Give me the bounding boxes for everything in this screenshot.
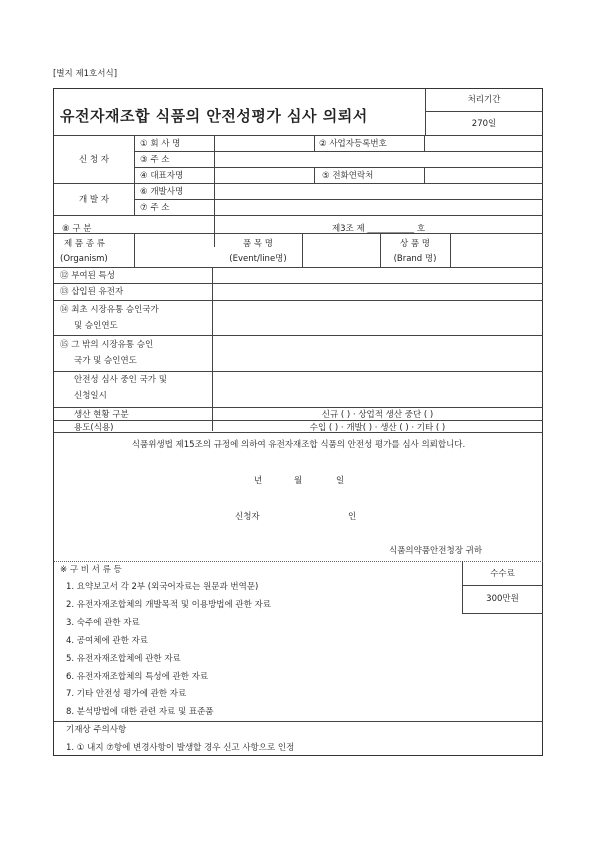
- inserted-gene-label: ⑬ 삽입된 유전자: [60, 287, 124, 297]
- notes-header: 기재상 주의사항: [66, 725, 127, 735]
- processing-period-label: 처리기간: [467, 95, 501, 105]
- product-type-field[interactable]: [136, 234, 212, 266]
- brand-name-label: 상 품 명: [399, 239, 431, 249]
- developer-address-field[interactable]: [216, 200, 542, 214]
- developer-address-label: ⑦ 주 소: [140, 203, 170, 213]
- applicant-group-label: 신 청 자: [78, 155, 110, 165]
- business-number-label: ② 사업자등록번호: [319, 139, 387, 149]
- item-name-field[interactable]: [304, 234, 378, 266]
- product-type-label: 제 품 종 류: [64, 239, 105, 249]
- required-documents-header: ※ 구 비 서 류 등: [60, 565, 122, 575]
- under-review-label: 안전성 심사 중인 국가 및: [74, 375, 167, 385]
- business-number-field[interactable]: [426, 136, 542, 150]
- company-name-label: ① 회 사 명: [140, 139, 181, 149]
- document-item-8: 8. 분석방법에 대한 관련 자료 및 표준품: [66, 707, 214, 717]
- document-item-6: 6. 유전자재조합체의 특성에 관한 자료: [66, 672, 209, 682]
- brand-name-field[interactable]: [452, 234, 542, 266]
- first-approval-label: ⑭ 최초 시장유통 승인국가: [60, 305, 159, 315]
- category-label: ⑧ 구 분: [62, 224, 92, 234]
- company-name-field[interactable]: [216, 136, 314, 150]
- item-name-sublabel: (Event/line명): [229, 254, 287, 264]
- category-value[interactable]: 제3조 제 ___________ 호: [331, 224, 426, 234]
- application-form: [53, 88, 543, 756]
- document-item-2: 2. 유전자재조합체의 개발목적 및 이용방법에 관한 자료: [66, 600, 271, 610]
- form-title: 유전자재조합 식품의 안전성평가 심사 의뢰서: [60, 107, 368, 125]
- brand-name-sublabel: (Brand 명): [393, 254, 437, 264]
- date-month[interactable]: 월: [294, 476, 303, 486]
- processing-period-value: 270일: [471, 119, 497, 129]
- trait-label: ⑫ 부여된 특성: [60, 271, 115, 281]
- other-approval-field[interactable]: [214, 336, 542, 370]
- ceo-name-field[interactable]: [216, 168, 314, 182]
- developer-name-label: ⑥ 개발사명: [140, 187, 184, 197]
- document-item-3: 3. 숙주에 관한 자료: [66, 618, 140, 628]
- trait-field[interactable]: [214, 268, 542, 282]
- first-approval-field[interactable]: [214, 301, 542, 334]
- under-review-field[interactable]: [214, 372, 542, 406]
- first-approval-sublabel: 및 승인연도: [74, 321, 118, 331]
- product-type-sublabel: (Organism): [60, 254, 108, 264]
- item-name-label: 품 목 명: [242, 239, 274, 249]
- applicant-signature-label: 신청자: [235, 512, 260, 522]
- phone-field[interactable]: [426, 168, 542, 182]
- other-approval-label: ⑮ 그 밖의 시장유통 승인: [60, 340, 154, 350]
- address-label: ③ 주 소: [140, 155, 170, 165]
- recipient: 식품의약품안전청장 귀하: [389, 546, 483, 556]
- developer-group-label: 개 발 자: [78, 195, 110, 205]
- date-day[interactable]: 일: [336, 476, 345, 486]
- developer-name-field[interactable]: [216, 184, 542, 198]
- seal-mark: 인: [348, 512, 357, 522]
- production-status-label: 생산 현황 구분: [74, 410, 129, 420]
- document-item-1: 1. 요약보고서 각 2부 (외국어자료는 원문과 번역문): [66, 582, 259, 592]
- applicant-address-field[interactable]: [216, 152, 542, 166]
- production-status-options[interactable]: 신규 ( ) · 상업적 생산 중단 ( ): [321, 410, 434, 420]
- fee-value: 300만원: [486, 594, 519, 604]
- other-approval-sublabel: 국가 및 승인연도: [74, 356, 137, 366]
- usage-label: 용도(식용): [74, 423, 114, 433]
- usage-options[interactable]: 수입 ( ) · 개발( ) · 생산 ( ) · 기타 ( ): [309, 423, 446, 433]
- document-item-7: 7. 기타 안전성 평가에 관한 자료: [66, 689, 187, 699]
- applicant-signature-field[interactable]: [274, 509, 344, 523]
- ceo-name-label: ④ 대표자명: [140, 171, 184, 181]
- phone-label: ⑤ 전화연락처: [322, 171, 374, 181]
- request-statement: 식품위생법 제15조의 규정에 의하여 유전자재조합 식품의 안전성 평가를 심사 의뢰합니다.: [131, 440, 466, 450]
- notes-item-1: 1. ① 내지 ⑦항에 변경사항이 발생할 경우 신고 사항으로 인정: [66, 743, 295, 753]
- document-item-4: 4. 공여체에 관한 자료: [66, 636, 148, 646]
- inserted-gene-field[interactable]: [214, 284, 542, 298]
- form-number-label: [별지 제1호서식]: [53, 69, 118, 79]
- date-year[interactable]: 년: [254, 476, 263, 486]
- under-review-sublabel: 신청일시: [74, 391, 107, 401]
- document-item-5: 5. 유전자재조합체에 관한 자료: [66, 654, 181, 664]
- fee-label: 수수료: [490, 569, 515, 579]
